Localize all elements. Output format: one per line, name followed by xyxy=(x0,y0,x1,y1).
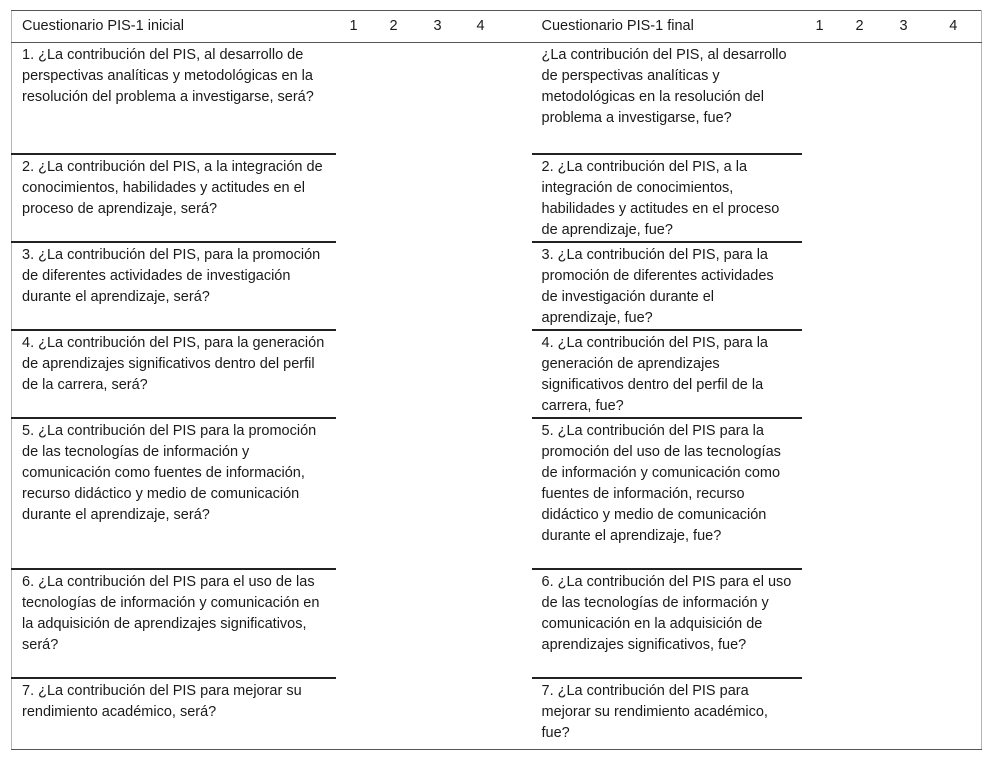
final-question: 2. ¿La contribución del PIS, a la integración de conocimientos, habilidades y actitudes en el proceso de aprendizaje, fue? xyxy=(532,154,802,242)
questionnaire-table xyxy=(11,10,982,750)
table-row xyxy=(12,678,982,750)
table-row xyxy=(12,330,982,418)
header-initial-scale-3: 3 xyxy=(416,11,460,43)
header-initial-scale-1: 1 xyxy=(336,11,372,43)
final-question: 5. ¿La contribución del PIS para la promoción del uso de las tecnologías de información y comunicación como fuentes de información, recurso didáctico y medio de comunicación durante el aprendizaje, fue? xyxy=(532,418,802,569)
header-initial-title: Cuestionario PIS-1 inicial xyxy=(12,11,336,43)
final-question: 6. ¿La contribución del PIS para el uso de las tecnologías de información y comunicación en la adquisición de aprendizajes significativos, fue? xyxy=(532,569,802,678)
table-row xyxy=(12,154,982,242)
initial-question: 7. ¿La contribución del PIS para mejorar su rendimiento académico, será? xyxy=(12,678,336,750)
header-initial-scale-4: 4 xyxy=(460,11,532,43)
initial-question: 3. ¿La contribución del PIS, para la promoción de diferentes actividades de investigación durante el aprendizaje, será? xyxy=(12,242,336,330)
final-question: ¿La contribución del PIS, al desarrollo de perspectivas analíticas y metodológicas en la resolución del problema a investigarse, fue? xyxy=(532,43,802,154)
final-question: 4. ¿La contribución del PIS, para la generación de aprendizajes significativos dentro del perfil de la carrera, fue? xyxy=(532,330,802,418)
initial-question: 1. ¿La contribución del PIS, al desarrollo de perspectivas analíticas y metodológicas en la resolución del problema a investigarse, será? xyxy=(12,43,336,154)
initial-question: 4. ¿La contribución del PIS, para la generación de aprendizajes significativos dentro del perfil de la carrera, será? xyxy=(12,330,336,418)
header-final-scale-4: 4 xyxy=(926,11,982,43)
table-row xyxy=(12,242,982,330)
header-initial-scale-2: 2 xyxy=(372,11,416,43)
header-final-scale-1: 1 xyxy=(802,11,838,43)
header-final-scale-2: 2 xyxy=(838,11,882,43)
table-row xyxy=(12,418,982,569)
initial-question: 6. ¿La contribución del PIS para el uso de las tecnologías de información y comunicación en la adquisición de aprendizajes significativos, será? xyxy=(12,569,336,678)
initial-question: 5. ¿La contribución del PIS para la promoción de las tecnologías de información y comunicación como fuentes de información, recurso didáctico y medio de comunicación durante el aprendizaje, será? xyxy=(12,418,336,569)
header-final-scale-3: 3 xyxy=(882,11,926,43)
final-question: 3. ¿La contribución del PIS, para la promoción de diferentes actividades de investigación durante el aprendizaje, fue? xyxy=(532,242,802,330)
header-final-title: Cuestionario PIS-1 final xyxy=(532,11,802,43)
table-row xyxy=(12,569,982,678)
final-question: 7. ¿La contribución del PIS para mejorar su rendimiento académico, fue? xyxy=(532,678,802,750)
header-row xyxy=(12,11,982,43)
table-row xyxy=(12,43,982,154)
initial-question: 2. ¿La contribución del PIS, a la integración de conocimientos, habilidades y actitudes en el proceso de aprendizaje, será? xyxy=(12,154,336,242)
